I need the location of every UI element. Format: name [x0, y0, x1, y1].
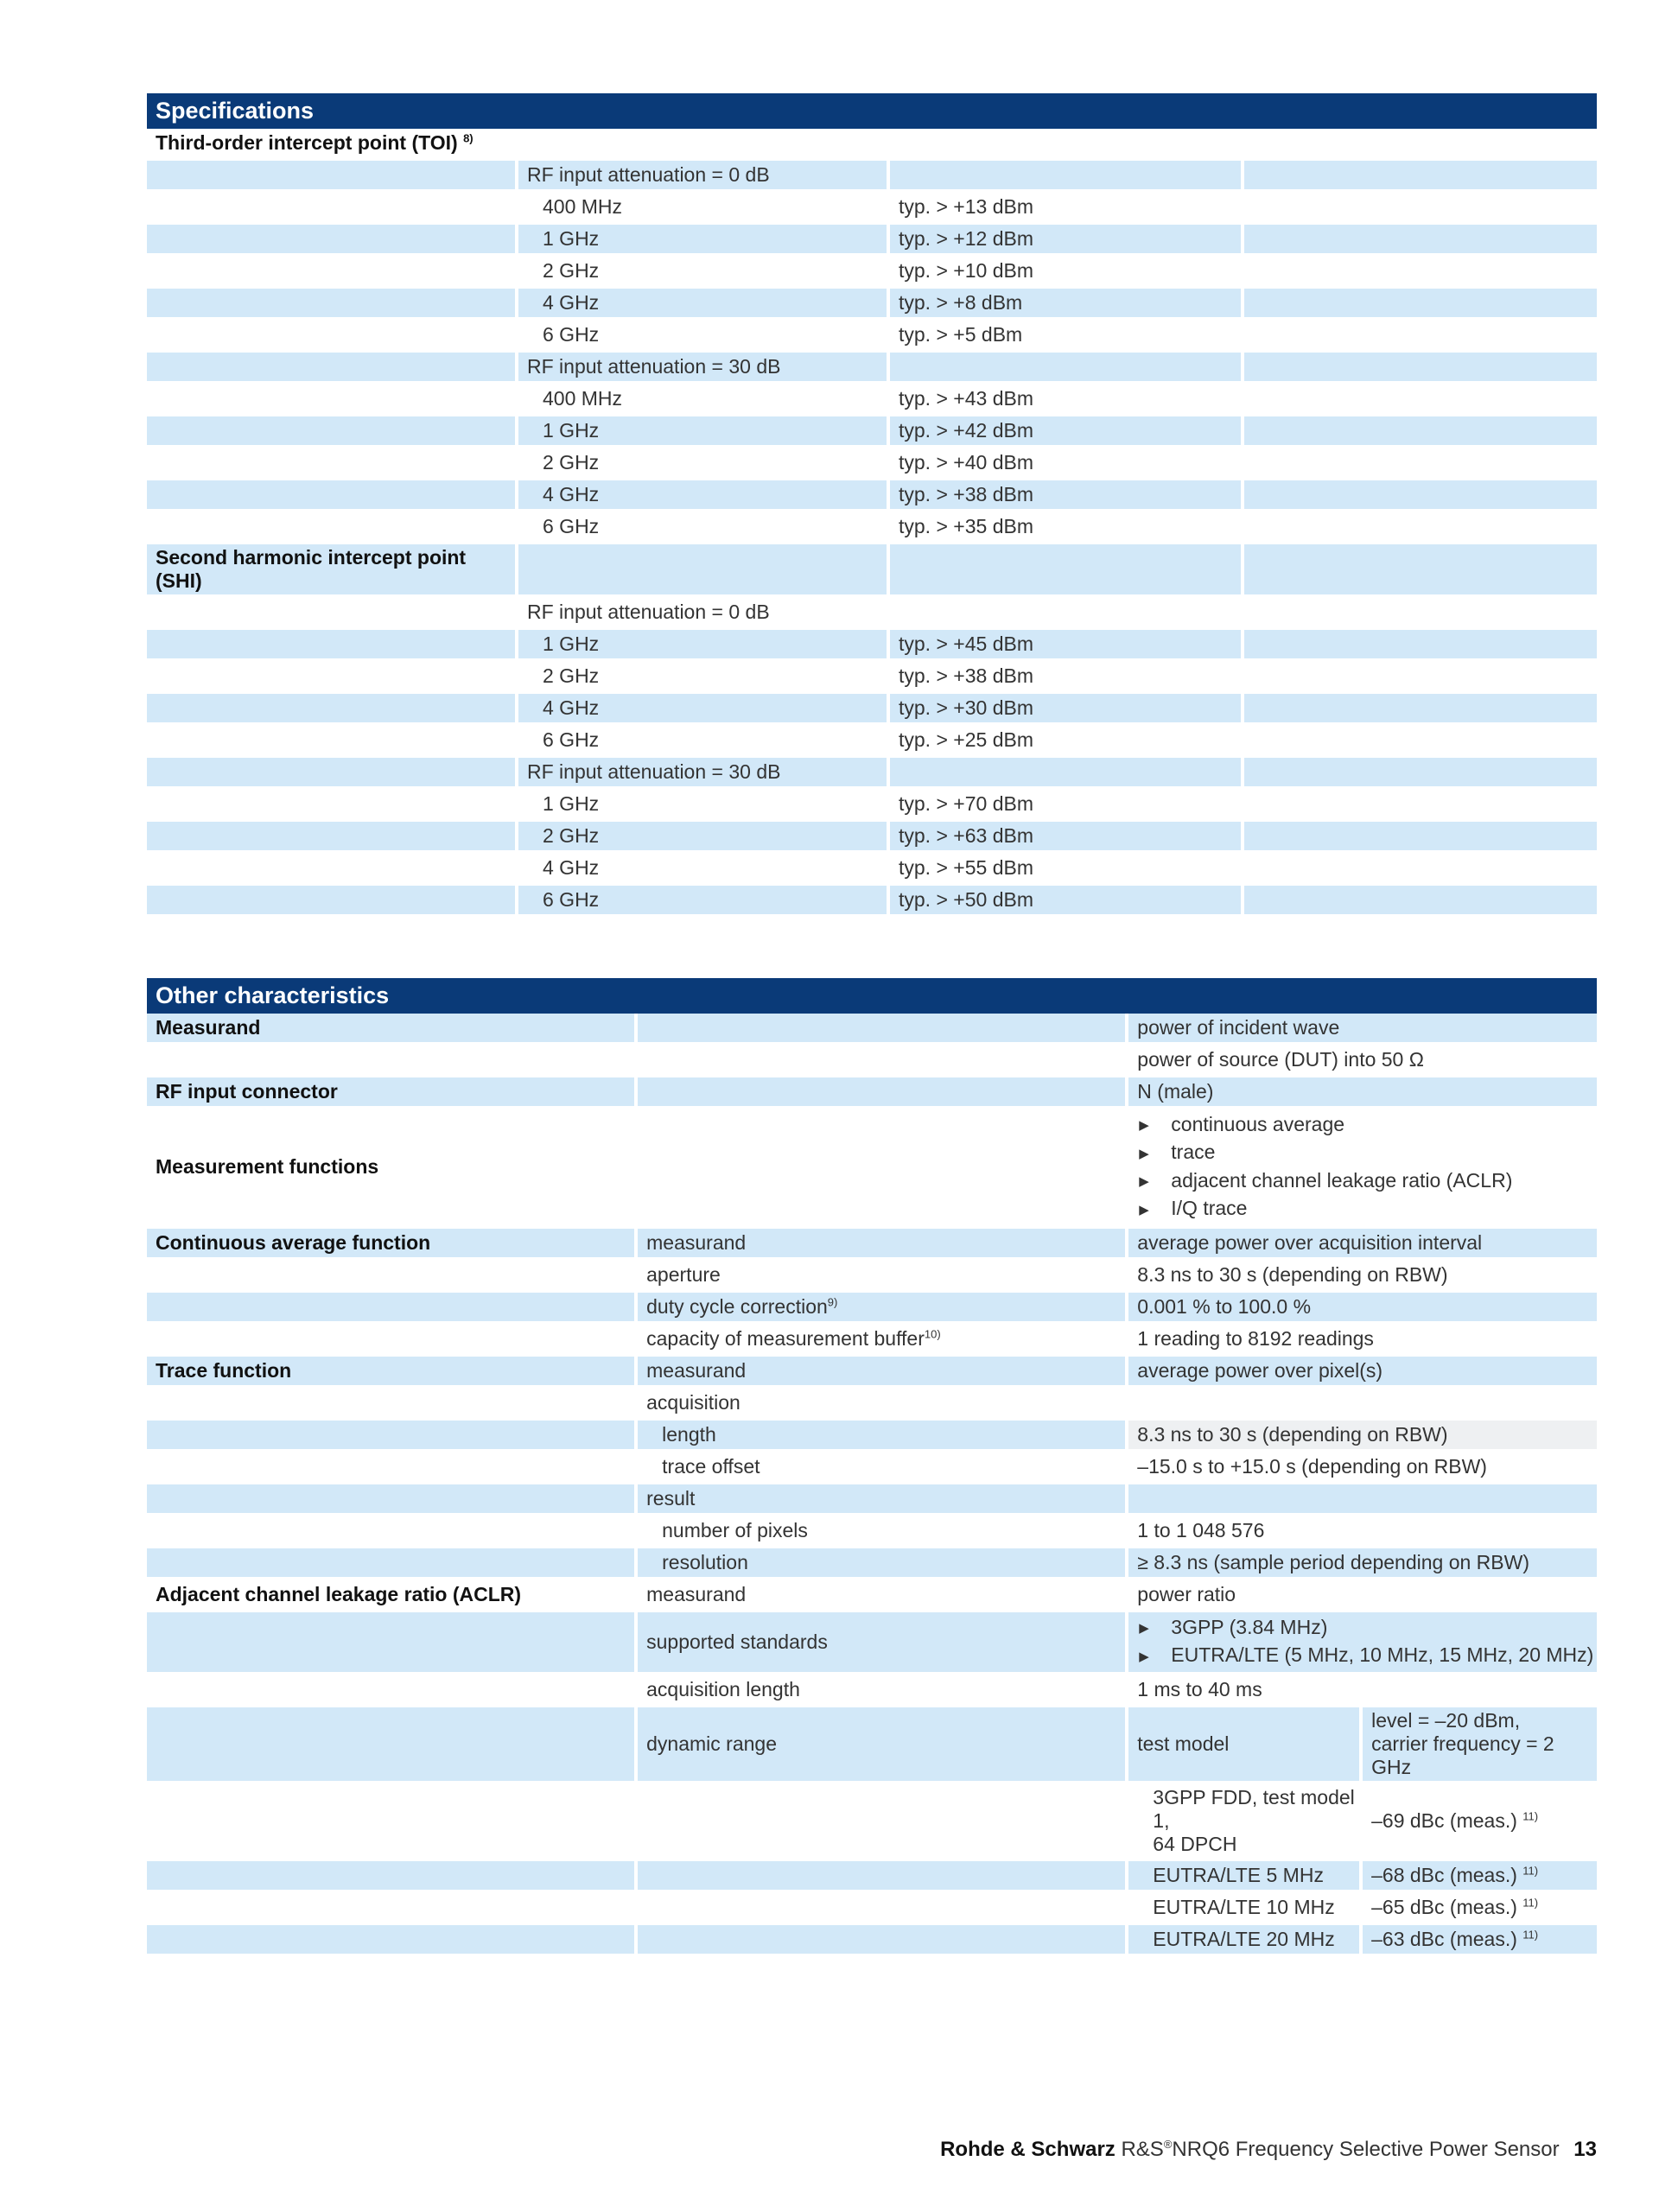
table-row: result	[147, 1484, 1597, 1516]
table-row: 4 GHz typ. > +8 dBm	[147, 289, 1597, 321]
table-row: aperture 8.3 ns to 30 s (depending on RBW)	[147, 1261, 1597, 1293]
datasheet-page	[147, 93, 1597, 1957]
table-row: resolution ≥ 8.3 ns (sample period depending on RBW)	[147, 1548, 1597, 1580]
table-row: number of pixels 1 to 1 048 576	[147, 1516, 1597, 1548]
table-row	[147, 544, 1597, 598]
table-row: 400 MHz typ. > +43 dBm	[147, 385, 1597, 416]
table-row: capacity of measurement buffer$^{10)}$ 1 reading to 8192 readings	[147, 1325, 1597, 1357]
table-row: duty cycle correction$^{9)}$ 0.001 % to 100.0 %	[147, 1293, 1597, 1325]
table-row: 6 GHz typ. > +35 dBm	[147, 512, 1597, 544]
table-row: 3GPP FDD, test model 1, 64 DPCH –69 dBc (meas.) $^{11)}$	[147, 1784, 1597, 1861]
param-label: Measurand	[147, 1014, 638, 1046]
param-label: Trace function	[147, 1357, 638, 1389]
table-row: 4 GHz typ. > +55 dBm	[147, 854, 1597, 886]
table-row: 6 GHz typ. > +25 dBm	[147, 726, 1597, 758]
table-row: 4 GHz typ. > +30 dBm	[147, 694, 1597, 726]
list-item: ▶ continuous average	[1137, 1111, 1597, 1139]
condition-label: RF input attenuation = 0 dB	[518, 161, 890, 193]
product-name: R&S®NRQ6 Frequency Selective Power Sensor	[1121, 2138, 1560, 2161]
section-title-specifications: Specifications	[147, 93, 1597, 129]
param-label: Adjacent channel leakage ratio (ACLR)	[147, 1580, 638, 1612]
page-footer	[940, 2138, 1597, 2162]
param-label: RF input connector	[147, 1077, 638, 1109]
table-row: EUTRA/LTE 10 MHz –65 dBc (meas.) $^{11)}$	[147, 1893, 1597, 1925]
table-row: Measurand power of incident wave	[147, 1014, 1597, 1046]
condition-label: RF input attenuation = 0 dB	[518, 598, 890, 630]
param-label: Second harmonic intercept point (SHI)	[147, 544, 518, 598]
table-row: 400 MHz typ. > +13 dBm	[147, 193, 1597, 225]
list-item: ▶ adjacent channel leakage ratio (ACLR)	[1137, 1167, 1597, 1195]
table-row: power of source (DUT) into 50 Ω	[147, 1046, 1597, 1077]
table-row	[147, 129, 1597, 161]
table-row: 2 GHz typ. > +10 dBm	[147, 257, 1597, 289]
functions-list	[1137, 1111, 1597, 1224]
table-row: EUTRA/LTE 5 MHz –68 dBc (meas.) $^{11)}$	[147, 1861, 1597, 1893]
table-row: acquisition length 1 ms to 40 ms	[147, 1675, 1597, 1707]
table-row: length 8.3 ns to 30 s (depending on RBW)	[147, 1421, 1597, 1452]
table-row: supported standards ▶ 3GPP (3.84 MHz) ▶ EUTRA/LTE (5 MHz, 10 MHz, 15 MHz, 20 MHz)	[147, 1612, 1597, 1675]
condition-label: RF input attenuation = 30 dB	[518, 353, 890, 385]
section-title-other-characteristics: Other characteristics	[147, 978, 1597, 1014]
table-row: 1 GHz typ. > +70 dBm	[147, 790, 1597, 822]
table-row: 4 GHz typ. > +38 dBm	[147, 480, 1597, 512]
brand-name: Rohde & Schwarz	[940, 2138, 1116, 2161]
table-row: dynamic range test model level = –20 dBm, carrier frequency = 2 GHz	[147, 1707, 1597, 1784]
table-row: 2 GHz typ. > +40 dBm	[147, 448, 1597, 480]
table-row: 1 GHz typ. > +42 dBm	[147, 416, 1597, 448]
table-row: Continuous average function measurand average power over acquisition interval	[147, 1229, 1597, 1261]
table-row	[147, 161, 1597, 193]
page-number: 13	[1573, 2138, 1597, 2161]
table-row	[147, 353, 1597, 385]
condition-label: RF input attenuation = 30 dB	[518, 758, 890, 790]
list-item: ▶ trace	[1137, 1139, 1597, 1166]
list-item: ▶ I/Q trace	[1137, 1195, 1597, 1223]
table-row	[147, 1109, 1597, 1229]
table-row	[147, 598, 1597, 630]
list-item: ▶ EUTRA/LTE (5 MHz, 10 MHz, 15 MHz, 20 MHz)	[1137, 1642, 1597, 1669]
table-row: acquisition	[147, 1389, 1597, 1421]
table-row: 1 GHz typ. > +45 dBm	[147, 630, 1597, 662]
param-label: Third-order intercept point (TOI) $^{8)}$	[147, 129, 518, 161]
specifications-table	[147, 129, 1597, 918]
list-item: ▶ 3GPP (3.84 MHz)	[1137, 1614, 1597, 1642]
param-label: Continuous average function	[147, 1229, 638, 1261]
table-row: Adjacent channel leakage ratio (ACLR) measurand power ratio	[147, 1580, 1597, 1612]
table-row: 2 GHz typ. > +63 dBm	[147, 822, 1597, 854]
table-row: trace offset –15.0 s to +15.0 s (depending on RBW)	[147, 1452, 1597, 1484]
table-row: 2 GHz typ. > +38 dBm	[147, 662, 1597, 694]
table-row: 6 GHz typ. > +5 dBm	[147, 321, 1597, 353]
table-row: 1 GHz typ. > +12 dBm	[147, 225, 1597, 257]
param-label: Measurement functions	[147, 1109, 638, 1229]
table-row: 6 GHz typ. > +50 dBm	[147, 886, 1597, 918]
table-row: RF input connector N (male)	[147, 1077, 1597, 1109]
other-characteristics-table	[147, 1014, 1597, 1957]
standards-list	[1137, 1614, 1597, 1670]
table-row	[147, 758, 1597, 790]
table-row: Trace function measurand average power over pixel(s)	[147, 1357, 1597, 1389]
table-row: EUTRA/LTE 20 MHz –63 dBc (meas.) $^{11)}$	[147, 1925, 1597, 1957]
